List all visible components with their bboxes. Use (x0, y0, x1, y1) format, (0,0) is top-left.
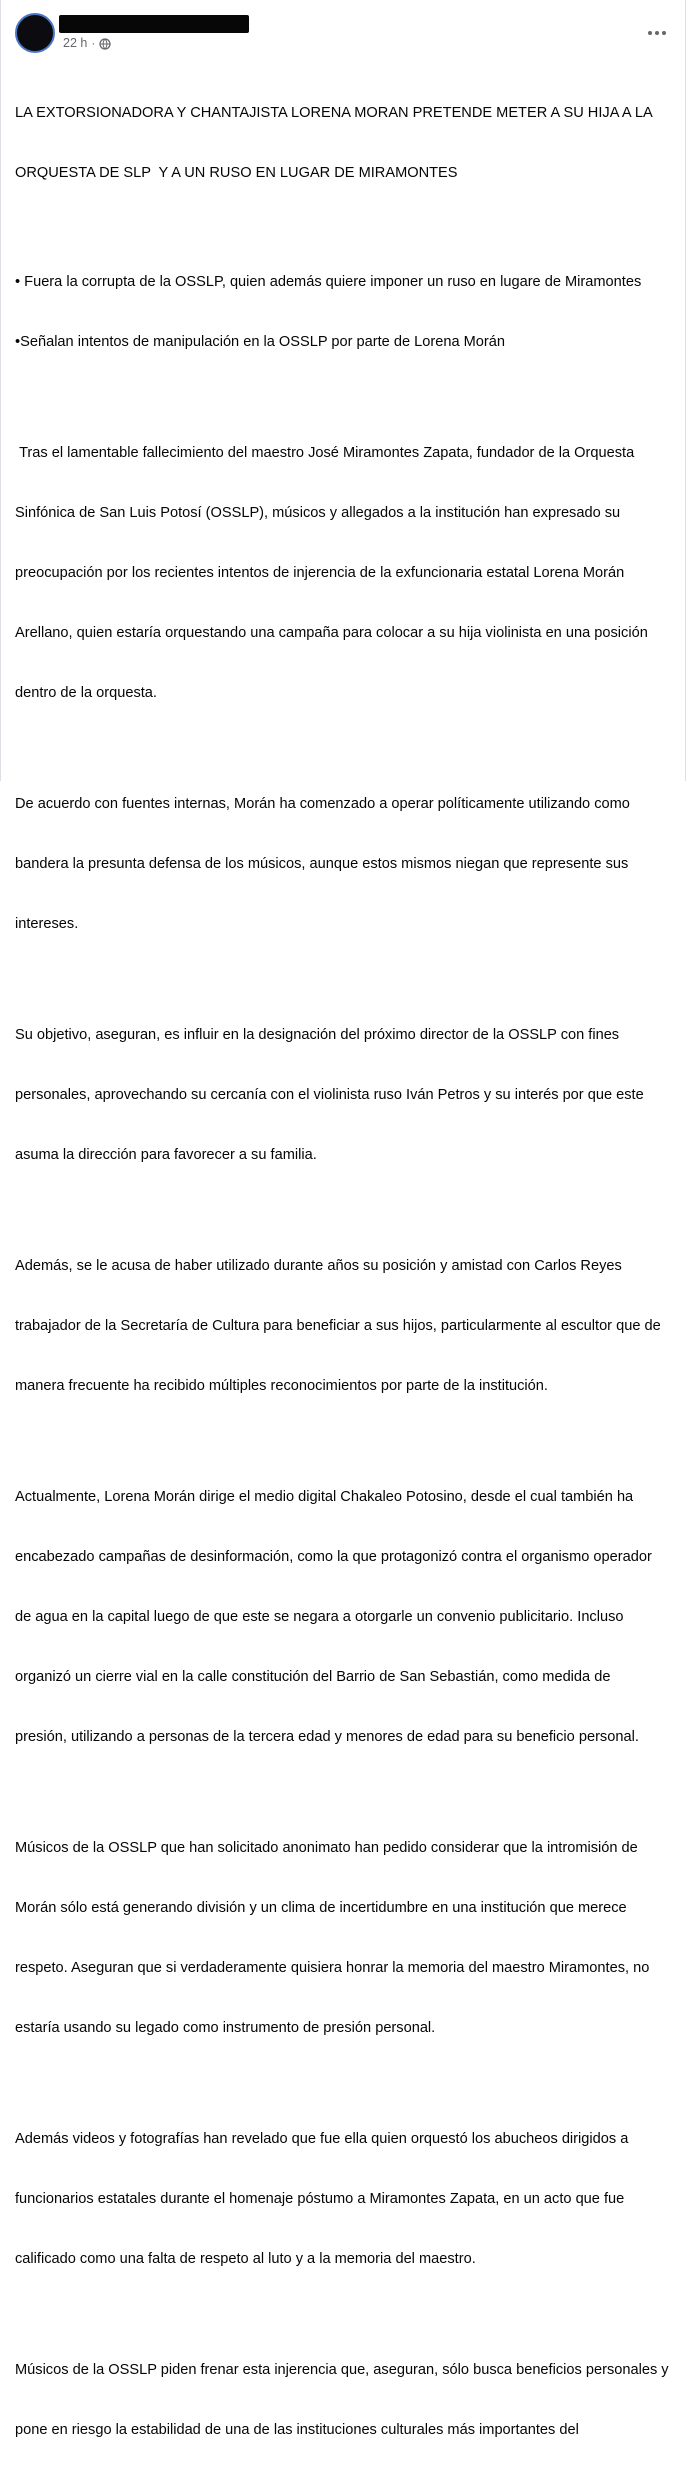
paragraph-line: Actualmente, Lorena Morán dirige el medio digital Chakaleo Potosino, desde el cual también ha (15, 1489, 634, 1505)
paragraph-line: encabezado campañas de desinformación, como la que protagonizó contra el organismo operador (15, 1549, 652, 1565)
paragraph-line: Morán sólo está generando división y un clima de incertidumbre en una institución que merece (15, 1900, 627, 1916)
paragraph-line: respeto. Aseguran que si verdaderamente quisiera honrar la memoria del maestro Miramontes, no (15, 1960, 650, 1976)
paragraph-line: De acuerdo con fuentes internas, Morán ha comenzado a operar políticamente utilizando como (15, 796, 630, 812)
meta-separator: · (91, 36, 96, 50)
post-header (15, 13, 671, 57)
paragraph-line: bandera la presunta defensa de los músicos, aunque estos mismos niegan que represente sus (15, 856, 629, 872)
paragraph-line: preocupación por los recientes intentos de injerencia de la exfuncionaria estatal Lorena Morán (15, 565, 625, 581)
title-line: ORQUESTA DE SLP Y A UN RUSO EN LUGAR DE MIRAMONTES (15, 165, 458, 181)
paragraph-line: de agua en la capital luego de que este se negara a otorgarle un convenio publicitario. Incluso (15, 1609, 624, 1625)
timestamp[interactable]: 22 h (63, 36, 88, 50)
bullet-line: •Señalan intentos de manipulación en la OSSLP por parte de Lorena Morán (15, 334, 506, 350)
paragraph (15, 985, 675, 1205)
post-title (15, 63, 675, 223)
paragraph-line: Tras el lamentable fallecimiento del maestro José Miramontes Zapata, fundador de la Orquesta (15, 445, 635, 461)
more-dot (662, 31, 666, 35)
paragraph (15, 2089, 675, 2309)
paragraph-line: Sinfónica de San Luis Potosí (OSSLP), músicos y allegados a la institución han expresado su (15, 505, 621, 521)
paragraph-line: funcionarios estatales durante el homenaje póstumo a Miramontes Zapata, en un acto que fue (15, 2191, 625, 2207)
paragraph-line: Arellano, quien estaría orquestando una campaña para colocar a su hija violinista en una posición (15, 625, 648, 641)
more-horizontal-icon (648, 31, 652, 35)
post-meta (63, 36, 111, 50)
avatar[interactable] (15, 13, 55, 53)
more-options-button[interactable] (643, 23, 671, 43)
paragraph-line: organizó un cierre vial en la calle constitución del Barrio de San Sebastián, como medida de (15, 1669, 611, 1685)
paragraph-line: personales, aprovechando su cercanía con el violinista ruso Iván Petros y su interés por que este (15, 1087, 644, 1103)
paragraph (15, 2320, 675, 2480)
paragraph-line: Músicos de la OSSLP que han solicitado anonimato han pedido considerar que la intromisión de (15, 1840, 638, 1856)
paragraph-line: trabajador de la Secretaría de Cultura para beneficiar a sus hijos, particularmente al escultor que de (15, 1318, 661, 1334)
paragraph-line: Además videos y fotografías han revelado que fue ella quien orquestó los abucheos dirigidos a (15, 2131, 629, 2147)
paragraph-line: manera frecuente ha recibido múltiples reconocimientos por parte de la institución. (15, 1378, 548, 1394)
paragraph (15, 1447, 675, 1787)
paragraph-line: presión, utilizando a personas de la tercera edad y menores de edad para su beneficio personal. (15, 1729, 639, 1745)
paragraph-line: Su objetivo, aseguran, es influir en la designación del próximo director de la OSSLP con fines (15, 1027, 620, 1043)
paragraph-line: intereses. (15, 916, 79, 932)
paragraph (15, 754, 675, 974)
post-bullets (15, 232, 675, 392)
author-name-redacted[interactable] (59, 15, 249, 33)
more-dot (655, 31, 659, 35)
paragraph-line: pone en riesgo la estabilidad de una de las instituciones culturales más importantes del (15, 2422, 579, 2438)
paragraph-line: Músicos de la OSSLP piden frenar esta injerencia que, aseguran, sólo busca beneficios personales y (15, 2362, 669, 2378)
paragraph-line: asuma la dirección para favorecer a su familia. (15, 1147, 317, 1163)
post-body (15, 63, 675, 2491)
paragraph (15, 1798, 675, 2078)
globe-icon[interactable] (99, 38, 111, 50)
paragraph-line: calificado como una falta de respeto al luto y a la memoria del maestro. (15, 2251, 476, 2267)
bullet-line: • Fuera la corrupta de la OSSLP, quien además quiere imponer un ruso en lugare de Miramontes (15, 274, 642, 290)
paragraph (15, 403, 675, 743)
paragraph-line: Además, se le acusa de haber utilizado durante años su posición y amistad con Carlos Reyes (15, 1258, 622, 1274)
paragraph-line: estaría usando su legado como instrumento de presión personal. (15, 2020, 436, 2036)
paragraph (15, 1216, 675, 1436)
title-line: LA EXTORSIONADORA Y CHANTAJISTA LORENA MORAN PRETENDE METER A SU HIJA A LA (15, 105, 653, 121)
paragraph-line: dentro de la orquesta. (15, 685, 157, 701)
